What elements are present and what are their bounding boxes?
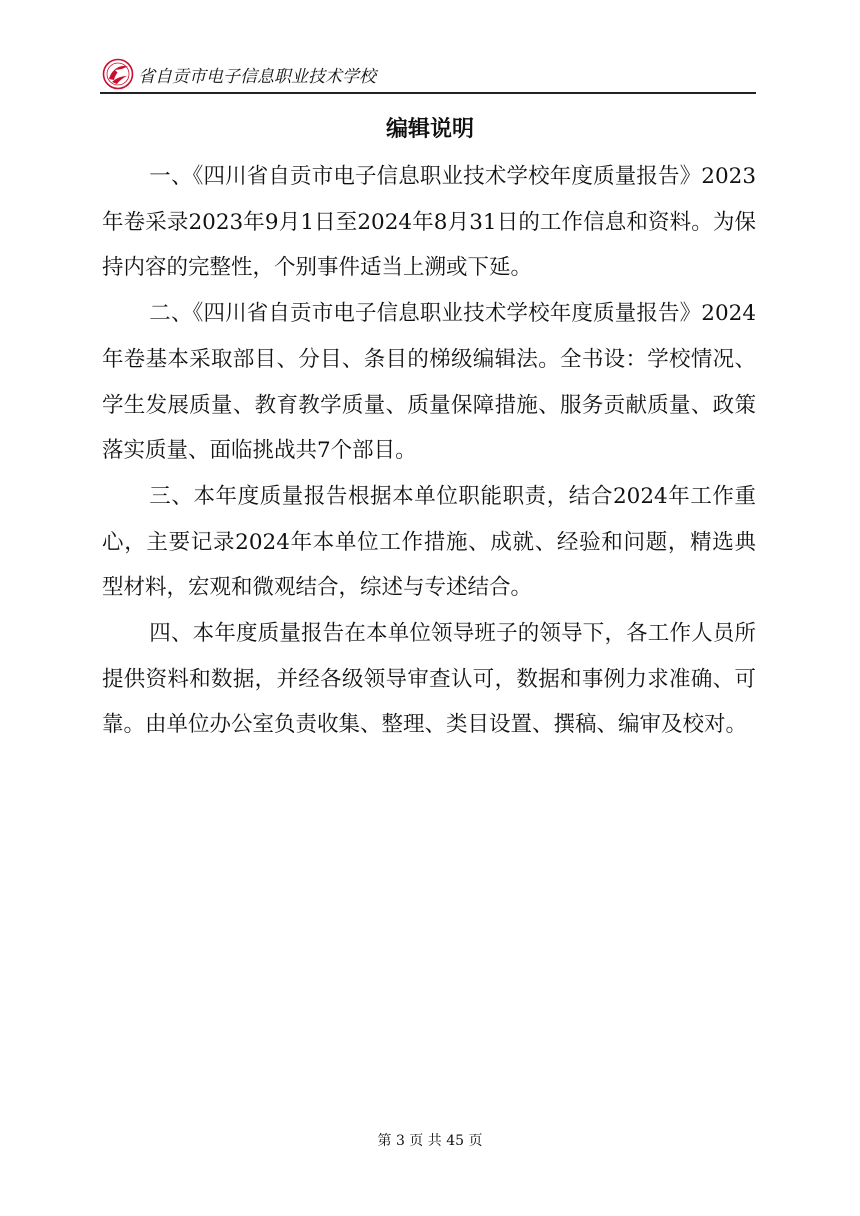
document-body [102,154,756,748]
paragraph-4: 四、本年度质量报告在本单位领导班子的领导下，各工作人员所提供资料和数据，并经各级领导审查认可，数据和事例力求准确、可靠。由单位办公室负责收集、整理、类目设置、撰稿、编审及校对。 [102,621,756,738]
page-number: 第 3 页 共 45 页 [377,1133,483,1149]
page-header [100,58,756,92]
school-logo-icon [102,58,134,90]
page-title: 编辑说明 [385,117,474,142]
paragraph-1: 一、《四川省自贡市电子信息职业技术学校年度质量报告》2023年卷采录2023年9月1日至2024年8月31日的工作信息和资料。为保持内容的完整性，个别事件适当上溯或下延。 [102,164,756,281]
header-divider [100,92,756,94]
paragraph-3: 三、本年度质量报告根据本单位职能职责，结合2024年工作重心，主要记录2024年本单位工作措施、成就、经验和问题，精选典型材料，宏观和微观结合，综述与专述结合。 [102,483,756,601]
school-name: 省自贡市电子信息职业技术学校 [138,67,376,87]
paragraph-2: 二、《四川省自贡市电子信息职业技术学校年度质量报告》2024年卷基本采取部目、分目、条目的梯级编辑法。全书设：学校情况、学生发展质量、教育教学质量、质量保障措施、服务贡献质量、政策落实质量、面临挑战共7个部目。 [102,301,756,464]
